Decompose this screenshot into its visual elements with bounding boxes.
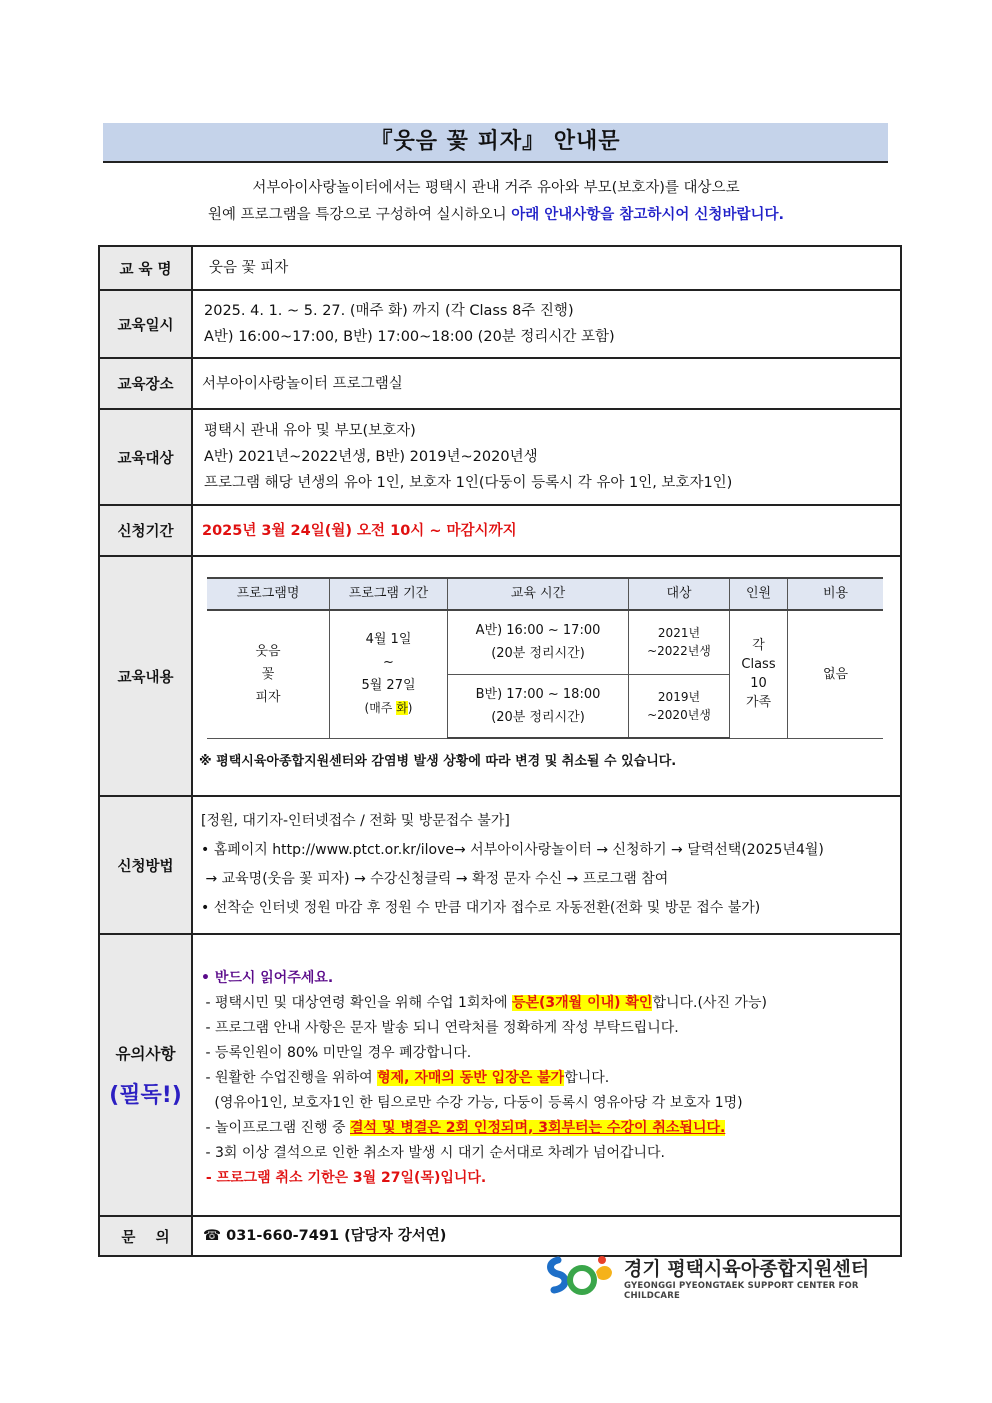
- datetime-line-2: A반) 16:00~17:00, B반) 17:00~18:00 (20분 정리시간 포함): [204, 329, 615, 345]
- period-weekly-day: 화: [396, 701, 408, 716]
- datetime-line-1: 2025. 4. 1. ~ 5. 27. (매주 화) 까지 (각 Class 8주 진행): [204, 303, 574, 319]
- value-period: 2025년 3월 24일(월) 오전 10시 ~ 마감시까지: [192, 505, 901, 556]
- method-line-2: • 홈페이지 http://www.ptct.or.kr/ilove→ 서부아이사랑놀이터 → 신청하기 → 달력선택(2025년4월): [201, 842, 824, 858]
- caution-line-8: - 프로그램 취소 기한은 3월 27일(목)입니다.: [201, 1169, 487, 1186]
- caution-line-6: [201, 1116, 892, 1141]
- label-datetime: 교육일시: [99, 290, 192, 358]
- label-period: 신청기간: [99, 505, 192, 556]
- value-datetime: [192, 290, 901, 358]
- caution-line-1: [201, 991, 892, 1016]
- document-title: 『웃음 꽃 피자』 안내문: [103, 123, 888, 163]
- cell-people: [730, 610, 788, 738]
- people-4: 가족: [745, 695, 772, 711]
- row-name: [99, 246, 901, 290]
- col-target: 대상: [629, 578, 730, 610]
- period-start: 4월 1일: [365, 632, 412, 648]
- classB-target-2: ~2020년생: [647, 707, 711, 722]
- row-period: [99, 505, 901, 556]
- classB-time: B반) 17:00 ~ 18:00: [475, 686, 601, 702]
- method-line-4: • 선착순 인터넷 정원 마감 후 정원 수 만큼 대기자 접수로 자동전환(전화 및 방문 접수 불가): [201, 900, 761, 916]
- value-caution: [192, 934, 901, 1216]
- classA-target-2: ~2022년생: [647, 644, 711, 659]
- value-place: 서부아이사랑놀이터 프로그램실: [192, 358, 901, 409]
- label-content: 교육내용: [99, 556, 192, 796]
- caution-line-5: (영유아1인, 보호자1인 한 팀으로만 수강 가능, 다둥이 등록시 영유아당 각 보호자 1명): [201, 1094, 743, 1111]
- caution-line-1-highlight: 등본(3개월 이내) 확인: [511, 994, 653, 1011]
- caution-line-4c: 합니다.: [564, 1069, 610, 1086]
- classA-target-1: 2021년: [657, 626, 701, 641]
- logo-subtitle: GYEONGGI PYEONGTAEK SUPPORT CENTER FOR CHILDCARE: [624, 1281, 859, 1301]
- value-target: [192, 409, 901, 505]
- cell-classA-time: [448, 610, 629, 674]
- label-caution: 유의사항: [115, 1044, 176, 1063]
- row-content: [99, 556, 901, 796]
- center-logo: [544, 1254, 904, 1300]
- caution-line-7: - 3회 이상 결석으로 인한 취소자 발생 시 대기 순서대로 차례가 넘어갑니다.: [201, 1144, 666, 1161]
- row-target: [99, 409, 901, 505]
- intro-line-2-text: 원예 프로그램을 특강으로 구성하여 실시하오니: [208, 207, 512, 223]
- row-method: [99, 796, 901, 934]
- col-cost: 비용: [788, 578, 884, 610]
- col-program-period: 프로그램 기간: [330, 578, 448, 610]
- label-caution-cell: [99, 934, 192, 1216]
- value-name: 웃음 꽃 피자: [192, 246, 901, 290]
- row-datetime: [99, 290, 901, 358]
- cell-program: [207, 610, 330, 738]
- caution-line-2: - 프로그램 안내 사항은 문자 발송 되니 연락처를 정확하게 작성 부탁드립니다.: [201, 1019, 679, 1036]
- caution-line-6-highlight: 결석 및 병결은 2회 인정되며, 3회부터는 수강이 취소됩니다.: [350, 1119, 726, 1136]
- label-name: 교 육 명: [99, 246, 192, 290]
- col-time: 교육 시간: [448, 578, 629, 610]
- cell-cost: 없음: [788, 610, 884, 738]
- caution-line-1a: - 평택시민 및 대상연령 확인을 위해 수업 1회차에: [201, 994, 512, 1011]
- period-end: 5월 27일: [361, 678, 416, 694]
- cell-classA-target: [629, 610, 730, 674]
- people-3: 10: [750, 676, 767, 692]
- caution-line-4: [201, 1066, 892, 1091]
- cell-classB-time: [448, 674, 629, 738]
- row-place: [99, 358, 901, 409]
- caution-heading: • 반드시 읽어주세요.: [201, 969, 334, 986]
- program-word-3: 피자: [255, 689, 281, 705]
- intro-line-2-emphasis: 아래 안내사항을 참고하시어 신청바랍니다.: [511, 207, 784, 223]
- target-line-2: A반) 2021년~2022년생, B반) 2019년~2020년생: [204, 449, 538, 465]
- period-sep: ~: [383, 655, 394, 671]
- period-weekly-prefix: (매주: [364, 701, 397, 716]
- caution-line-1c: 합니다.(사진 가능): [652, 994, 767, 1011]
- center-logo-icon: [544, 1254, 616, 1298]
- caution-line-6a: - 놀이프로그램 진행 중: [201, 1119, 351, 1136]
- col-program-name: 프로그램명: [207, 578, 330, 610]
- label-place: 교육장소: [99, 358, 192, 409]
- program-word-2: 꽃: [261, 666, 275, 682]
- program-word-1: 웃음: [255, 643, 281, 659]
- row-contact: [99, 1216, 901, 1256]
- period-weekly: [330, 697, 447, 720]
- classA-time: A반) 16:00 ~ 17:00: [475, 623, 601, 639]
- label-contact: 문 의: [99, 1216, 192, 1256]
- method-line-3: → 교육명(웃음 꽃 피자) → 수강신청클릭 → 확정 문자 수신 → 프로그램 참여: [201, 871, 669, 887]
- value-method: [192, 796, 901, 934]
- cell-period: [330, 610, 448, 738]
- intro-line-1: 서부아이사랑놀이터에서는 평택시 관내 거주 유아와 부모(보호자)를 대상으로: [252, 180, 740, 196]
- people-2: Class: [741, 657, 776, 673]
- value-content: [192, 556, 901, 796]
- label-must-read: (필독!): [109, 1082, 182, 1108]
- target-line-1: 평택시 관내 유아 및 부모(보호자): [204, 423, 416, 439]
- cell-classB-target: [629, 674, 730, 738]
- row-caution: [99, 934, 901, 1216]
- method-line-1: [정원, 대기자-인터넷접수 / 전화 및 방문접수 불가]: [201, 813, 510, 829]
- people-1: 각: [752, 638, 765, 654]
- col-people: 인원: [730, 578, 788, 610]
- target-line-3: 프로그램 해당 년생의 유아 1인, 보호자 1인(다둥이 등록시 각 유아 1인, 보호자1인): [204, 475, 733, 491]
- intro-line-2: [60, 203, 932, 224]
- info-table: [98, 245, 902, 1257]
- value-contact: ☎ 031-660-7491 (담당자 강서연): [192, 1216, 901, 1256]
- label-method: 신청방법: [99, 796, 192, 934]
- caution-line-4a: - 원활한 수업진행을 위하여: [201, 1069, 378, 1086]
- period-weekly-suffix: ): [407, 701, 413, 716]
- logo-name: 경기 평택시육아종합지원센터: [624, 1258, 870, 1280]
- label-target: 교육대상: [99, 409, 192, 505]
- classB-note: (20분 정리시간): [491, 709, 585, 725]
- classA-note: (20분 정리시간): [491, 646, 585, 662]
- caution-line-3: - 등록인원이 80% 미만일 경우 폐강합니다.: [201, 1044, 472, 1061]
- classB-target-1: 2019년: [657, 689, 701, 704]
- program-table: [207, 577, 883, 739]
- caution-line-4-highlight: 형제, 자매의 동반 입장은 불가: [377, 1069, 565, 1086]
- content-note: ※ 평택시육아종합지원센터와 감염병 발생 상황에 따라 변경 및 취소될 수 있습니다.: [199, 754, 677, 769]
